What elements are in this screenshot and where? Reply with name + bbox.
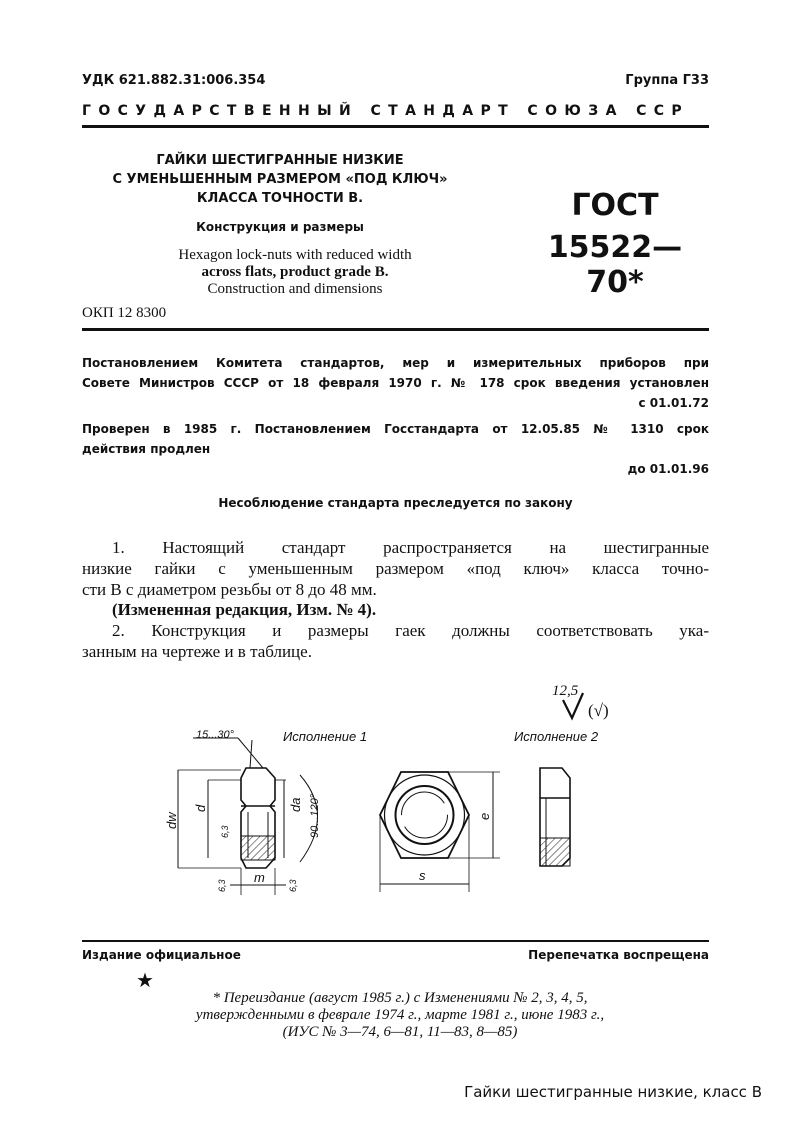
udk-code: УДК 621.882.31:006.354: [82, 73, 266, 88]
title-en-line2: across flats, product grade B.: [201, 264, 389, 280]
para2-line2: занным на чертеже и в таблице.: [82, 642, 312, 661]
title-ru-line3: КЛАССА ТОЧНОСТИ В.: [196, 191, 364, 206]
variant1-side-view: [178, 738, 318, 895]
decree-line2: Совете Министров СССР от 18 февраля 1970 г. № 178 срок введения установлен: [82, 376, 709, 390]
variant2-side-view: [540, 768, 570, 866]
gost-number: 15522—70*: [547, 230, 683, 300]
check-line3: до 01.01.96: [627, 462, 709, 476]
dim-m: m: [254, 870, 265, 885]
okp-code: ОКП 12 8300: [82, 305, 167, 321]
para1-line2: низкие гайки с уменьшенным размером «под ключ» класса точно-: [82, 559, 709, 578]
reprint-prohibited: Перепечатка воспрещена: [528, 948, 709, 962]
para1-note: (Измененная редакция, Изм. № 4).: [112, 600, 377, 619]
decree-line3: с 01.01.72: [638, 396, 709, 410]
title-ru-subtitle: Конструкция и размеры: [196, 220, 364, 234]
hexagon-front-view: [380, 772, 500, 892]
check-line2: действия продлен: [82, 442, 211, 456]
title-ru-line1: ГАЙКИ ШЕСТИГРАННЫЕ НИЗКИЕ: [156, 153, 404, 168]
dim-chamfer-angle: 15...30°: [196, 729, 235, 741]
dim-roughness-b: 6,3: [217, 879, 227, 892]
dim-roughness-a: 6,3: [220, 825, 230, 838]
para2-line1: 2. Конструкция и размеры гаек должны соответствовать ука-: [112, 621, 709, 640]
dim-e: e: [477, 812, 492, 820]
reissue-note-line3: (ИУС № 3—74, 6—81, 11—83, 8—85): [282, 1024, 518, 1040]
footer-rule: [82, 940, 709, 942]
legal-warning: Несоблюдение стандарта преследуется по закону: [218, 496, 573, 510]
gost-label: ГОСТ: [571, 188, 659, 223]
para1-line1: 1. Настоящий стандарт распространяется на шестигранные: [112, 538, 709, 557]
dim-da: da: [288, 797, 303, 812]
dim-s: s: [419, 868, 426, 883]
dim-dw: dw: [164, 812, 179, 829]
roughness-paren: (√): [588, 701, 609, 720]
state-standard-heading: ГОСУДАРСТВЕННЫЙ СТАНДАРТ СОЮЗА ССР: [82, 103, 690, 119]
roughness-value: 12,5: [552, 683, 579, 699]
title-ru-line2: С УМЕНЬШЕННЫМ РАЗМЕРОМ «ПОД КЛЮЧ»: [112, 172, 448, 187]
reissue-note-line2: утвержденными в феврале 1974 г., марте 1981 г., июне 1983 г.,: [195, 1007, 605, 1023]
reissue-note: [120, 990, 680, 1041]
star-icon: ★: [136, 968, 154, 992]
check-line1: Проверен в 1985 г. Постановлением Госстандарта от 12.05.85 № 1310 срок: [82, 422, 709, 436]
page-caption: Гайки шестигранные низкие, класс В: [464, 1083, 762, 1101]
dim-d: d: [193, 804, 208, 812]
variant2-label: Исполнение 2: [514, 729, 599, 744]
edition-official: Издание официальное: [82, 948, 241, 962]
para1-line3: сти В с диаметром резьбы от 8 до 48 мм.: [82, 580, 377, 599]
variant1-label: Исполнение 1: [283, 729, 368, 744]
dim-angle: 90...120°: [309, 793, 321, 838]
reissue-note-line1: * Переиздание (август 1985 г.) с Изменениями № 2, 3, 4, 5,: [212, 990, 588, 1006]
decree-line1: Постановлением Комитета стандартов, мер и измерительных приборов при: [82, 356, 709, 370]
title-en-line1: Hexagon lock-nuts with reduced width: [178, 247, 412, 263]
dim-roughness-c: 6,3: [288, 879, 298, 892]
title-en-line3: Construction and dimensions: [207, 281, 383, 297]
group-code: Группа Г33: [625, 73, 709, 88]
